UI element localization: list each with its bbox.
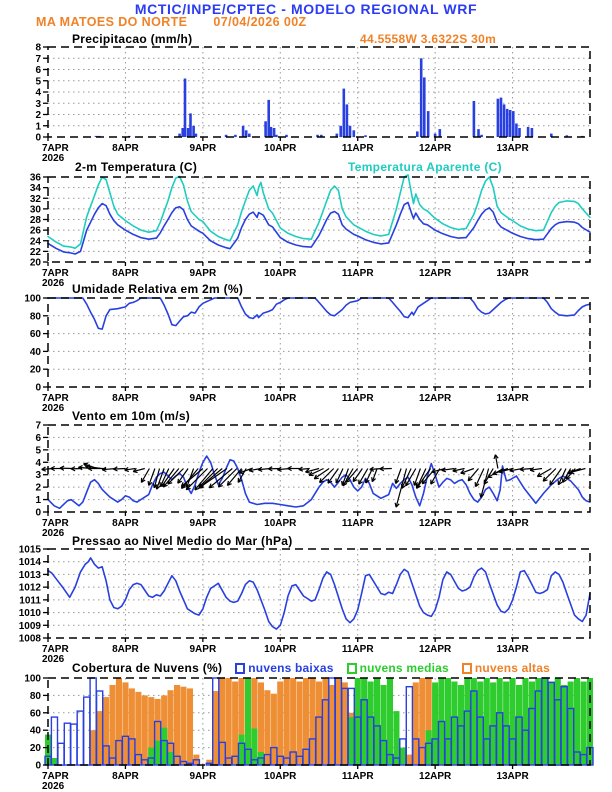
svg-text:13APR: 13APR bbox=[496, 143, 529, 154]
vetores-vento bbox=[342, 481, 343, 485]
vetores-vento bbox=[163, 469, 179, 487]
nuvens-medias bbox=[503, 682, 509, 766]
svg-text:13APR: 13APR bbox=[496, 518, 529, 529]
svg-text:12APR: 12APR bbox=[419, 771, 452, 782]
panel-title-temperature: 2-m Temperatura (C) bbox=[75, 160, 198, 174]
svg-text:2026: 2026 bbox=[42, 153, 65, 164]
nuvens-altas bbox=[419, 678, 425, 765]
vetores-vento bbox=[480, 493, 481, 497]
svg-text:1012: 1012 bbox=[18, 582, 41, 594]
precipitacao bbox=[503, 104, 506, 137]
svg-text:8APR: 8APR bbox=[112, 268, 139, 279]
svg-text:0: 0 bbox=[35, 760, 41, 772]
precipitacao bbox=[242, 126, 245, 137]
nuvens-altas bbox=[316, 682, 322, 766]
nuvens-medias bbox=[245, 678, 251, 765]
svg-text:13APR: 13APR bbox=[496, 771, 529, 782]
svg-text:7APR: 7APR bbox=[42, 644, 69, 655]
nuvens-medias bbox=[368, 682, 374, 766]
nuvens-altas bbox=[206, 760, 212, 765]
precipitacao bbox=[427, 111, 430, 137]
nuvens-baixas bbox=[58, 743, 64, 765]
svg-text:12APR: 12APR bbox=[419, 143, 452, 154]
nuvens-altas bbox=[226, 678, 232, 765]
svg-text:7APR: 7APR bbox=[42, 143, 69, 154]
svg-text:7APR: 7APR bbox=[42, 518, 69, 529]
vetores-vento bbox=[417, 484, 418, 489]
svg-text:1013: 1013 bbox=[18, 569, 41, 581]
svg-text:80: 80 bbox=[29, 311, 41, 323]
precipitacao bbox=[343, 89, 346, 137]
svg-text:24: 24 bbox=[29, 236, 41, 248]
nuvens-baixas bbox=[77, 711, 83, 765]
nuvens-altas bbox=[297, 682, 303, 766]
svg-text:12APR: 12APR bbox=[419, 644, 452, 655]
vetores-vento bbox=[550, 480, 551, 485]
nuvens-altas bbox=[284, 678, 290, 765]
nuvens-medias bbox=[148, 748, 154, 765]
precipitacao bbox=[509, 110, 512, 137]
nuvens-baixas bbox=[406, 687, 412, 765]
precipitacao bbox=[234, 135, 237, 137]
nuvens-altas bbox=[174, 685, 180, 765]
nuvens-medias bbox=[497, 678, 503, 765]
svg-text:8: 8 bbox=[35, 42, 41, 54]
precipitacao bbox=[500, 98, 503, 137]
nuvens-medias bbox=[393, 711, 399, 765]
panel-title-wind: Vento em 10m (m/s) bbox=[72, 409, 191, 423]
nuvens-medias bbox=[568, 682, 574, 766]
nuvens-medias bbox=[168, 752, 174, 765]
svg-text:5: 5 bbox=[35, 445, 41, 457]
nuvens-altas bbox=[116, 678, 122, 765]
precipitacao bbox=[273, 128, 276, 137]
svg-text:11APR: 11APR bbox=[341, 143, 374, 154]
nuvens-medias bbox=[458, 685, 464, 765]
nuvens-altas bbox=[219, 678, 225, 765]
pressao-nivel-mar bbox=[48, 558, 590, 629]
svg-text:1014: 1014 bbox=[18, 557, 41, 569]
nuvens-altas bbox=[264, 690, 270, 765]
svg-text:26: 26 bbox=[29, 225, 41, 237]
panel-title-precipitation: Precipitacao (mm/h) bbox=[72, 32, 193, 46]
nuvens-medias bbox=[374, 678, 380, 765]
wind-chart bbox=[0, 417, 612, 540]
svg-text:1011: 1011 bbox=[19, 595, 41, 607]
nuvens-altas bbox=[97, 711, 103, 765]
svg-text:10APR: 10APR bbox=[264, 771, 297, 782]
nuvens-altas bbox=[329, 685, 335, 765]
temperatura-2m bbox=[48, 203, 590, 255]
nuvens-baixas bbox=[84, 697, 90, 765]
svg-text:7: 7 bbox=[35, 420, 41, 432]
nuvens-altas bbox=[213, 691, 219, 765]
nuvens-medias bbox=[510, 678, 516, 765]
svg-text:11APR: 11APR bbox=[341, 644, 374, 655]
precipitacao bbox=[187, 128, 190, 137]
precipitacao bbox=[339, 126, 342, 137]
svg-text:10APR: 10APR bbox=[264, 268, 297, 279]
svg-text:0: 0 bbox=[35, 382, 41, 394]
nuvens-medias bbox=[155, 741, 161, 765]
svg-text:10APR: 10APR bbox=[264, 143, 297, 154]
nuvens-altas bbox=[310, 678, 316, 765]
panel-title-pressure: Pressao ao Nivel Medio do Mar (hPa) bbox=[72, 534, 293, 548]
svg-text:9APR: 9APR bbox=[189, 268, 217, 279]
svg-text:8APR: 8APR bbox=[112, 393, 139, 404]
precipitacao bbox=[192, 126, 195, 137]
precipitacao bbox=[527, 127, 530, 137]
nuvens-medias bbox=[387, 678, 393, 765]
svg-text:30: 30 bbox=[29, 204, 41, 216]
svg-text:3: 3 bbox=[35, 98, 41, 110]
nuvens-altas bbox=[103, 697, 109, 765]
svg-text:9APR: 9APR bbox=[189, 644, 217, 655]
nuvens-altas bbox=[110, 685, 116, 765]
precipitacao bbox=[518, 128, 521, 137]
nuvens-medias bbox=[51, 758, 57, 765]
vetores-vento bbox=[178, 479, 179, 483]
velocidade-vento bbox=[48, 456, 590, 508]
precipitacao bbox=[512, 111, 515, 137]
report-subtitle bbox=[36, 15, 307, 29]
svg-text:5: 5 bbox=[35, 76, 41, 88]
precipitacao bbox=[248, 134, 251, 137]
svg-text:32: 32 bbox=[29, 193, 41, 205]
precipitacao bbox=[349, 126, 352, 137]
vetores-vento bbox=[328, 479, 329, 483]
svg-text:2026: 2026 bbox=[42, 528, 65, 539]
precipitacao bbox=[416, 131, 419, 137]
nuvens-altas bbox=[271, 694, 277, 765]
nuvens-medias bbox=[432, 682, 438, 765]
svg-text:22: 22 bbox=[29, 246, 41, 258]
svg-text:9APR: 9APR bbox=[189, 393, 217, 404]
svg-text:9APR: 9APR bbox=[189, 143, 217, 154]
svg-text:1010: 1010 bbox=[18, 608, 41, 620]
svg-text:1009: 1009 bbox=[18, 620, 41, 632]
svg-text:8APR: 8APR bbox=[112, 771, 139, 782]
humidity-chart bbox=[0, 290, 612, 415]
nuvens-baixas bbox=[51, 717, 57, 765]
nuvens-medias bbox=[561, 685, 567, 765]
precipitacao bbox=[497, 99, 500, 137]
panel-title-clouds: Cobertura de Nuvens (%) bbox=[72, 661, 223, 675]
svg-text:10APR: 10APR bbox=[264, 393, 297, 404]
svg-text:20: 20 bbox=[29, 257, 41, 269]
vetores-vento bbox=[414, 481, 415, 485]
svg-text:4: 4 bbox=[35, 87, 41, 99]
svg-text:13APR: 13APR bbox=[496, 268, 529, 279]
nuvens-altas bbox=[342, 682, 348, 765]
precipitacao bbox=[270, 127, 273, 137]
svg-text:1008: 1008 bbox=[18, 633, 41, 645]
svg-text:4: 4 bbox=[35, 457, 41, 469]
svg-text:9APR: 9APR bbox=[189, 771, 217, 782]
precipitacao bbox=[189, 113, 192, 137]
nuvens-medias bbox=[529, 682, 535, 766]
svg-text:100: 100 bbox=[24, 673, 41, 685]
precipitacao bbox=[264, 121, 267, 137]
svg-text:80: 80 bbox=[29, 690, 41, 702]
svg-text:12APR: 12APR bbox=[419, 518, 452, 529]
svg-text:20: 20 bbox=[29, 364, 41, 376]
nuvens-altas bbox=[406, 755, 412, 765]
svg-text:2: 2 bbox=[35, 110, 41, 121]
vetores-vento bbox=[395, 503, 396, 507]
nuvens-altas bbox=[413, 682, 419, 765]
precipitacao bbox=[267, 100, 270, 137]
legend-label: nuvens altas bbox=[474, 661, 550, 675]
svg-text:11APR: 11APR bbox=[341, 771, 374, 782]
svg-text:7APR: 7APR bbox=[42, 268, 69, 279]
svg-text:2026: 2026 bbox=[42, 278, 65, 289]
nuvens-medias bbox=[445, 678, 451, 765]
nuvens-medias bbox=[484, 678, 490, 765]
nuvens-medias bbox=[161, 728, 167, 765]
precipitacao bbox=[245, 130, 248, 137]
svg-text:12APR: 12APR bbox=[419, 268, 452, 279]
svg-text:34: 34 bbox=[29, 183, 41, 195]
svg-text:11APR: 11APR bbox=[341, 268, 374, 279]
svg-text:11APR: 11APR bbox=[341, 393, 374, 404]
nuvens-medias bbox=[516, 685, 522, 765]
precipitacao bbox=[506, 109, 509, 137]
nuvens-medias bbox=[542, 678, 548, 765]
vetores-vento bbox=[178, 469, 188, 484]
precipitacao bbox=[275, 135, 278, 137]
nuvens-altas bbox=[303, 678, 309, 765]
vetores-vento bbox=[84, 463, 89, 464]
nuvens-medias bbox=[490, 682, 496, 765]
nuvens-medias bbox=[548, 682, 554, 766]
precipitacao bbox=[184, 79, 187, 138]
svg-text:40: 40 bbox=[29, 725, 41, 737]
svg-text:1: 1 bbox=[35, 121, 41, 133]
station-name: MA MATOES DO NORTE bbox=[36, 15, 188, 29]
nuvens-altas bbox=[180, 687, 186, 765]
svg-text:13APR: 13APR bbox=[496, 393, 529, 404]
svg-text:2026: 2026 bbox=[42, 654, 65, 665]
precipitacao bbox=[346, 104, 349, 137]
nuvens-medias bbox=[464, 678, 470, 765]
precipitacao bbox=[420, 58, 423, 137]
temperatura-aparente bbox=[48, 175, 590, 248]
apparent-temperature-label: Temperatura Aparente (C) bbox=[348, 160, 502, 174]
vetores-vento bbox=[141, 469, 149, 483]
svg-text:28: 28 bbox=[29, 215, 41, 226]
svg-text:1: 1 bbox=[35, 495, 41, 507]
vetores-vento bbox=[162, 482, 163, 486]
nuvens-medias bbox=[555, 678, 561, 765]
nuvens-baixas bbox=[64, 723, 70, 765]
vetores-vento bbox=[372, 477, 373, 482]
nuvens-altas bbox=[232, 682, 238, 766]
svg-text:11APR: 11APR bbox=[341, 518, 374, 529]
nuvens-medias bbox=[355, 678, 361, 765]
svg-text:9APR: 9APR bbox=[189, 518, 217, 529]
precipitacao bbox=[423, 77, 426, 137]
svg-text:6: 6 bbox=[35, 432, 41, 444]
pressure-chart bbox=[0, 541, 612, 666]
vetores-vento bbox=[156, 485, 157, 490]
svg-text:6: 6 bbox=[35, 65, 41, 76]
nuvens-medias bbox=[400, 748, 406, 765]
svg-text:36: 36 bbox=[29, 172, 41, 184]
svg-text:13APR: 13APR bbox=[496, 644, 529, 655]
nuvens-medias bbox=[522, 678, 528, 765]
svg-text:10APR: 10APR bbox=[264, 644, 297, 655]
temperature-chart bbox=[0, 169, 612, 290]
nuvens-altas bbox=[277, 682, 283, 766]
svg-text:0: 0 bbox=[35, 507, 41, 519]
svg-text:10APR: 10APR bbox=[264, 518, 297, 529]
nuvens-altas bbox=[335, 678, 341, 765]
svg-text:12APR: 12APR bbox=[419, 393, 452, 404]
nuvens-medias bbox=[348, 717, 354, 765]
nuvens-altas bbox=[129, 688, 135, 765]
precipitacao bbox=[531, 128, 534, 137]
precipitacao bbox=[364, 135, 367, 137]
nuvens-medias bbox=[239, 735, 245, 765]
svg-text:1015: 1015 bbox=[18, 544, 41, 556]
precipitacao bbox=[353, 130, 356, 137]
umidade-relativa bbox=[48, 298, 590, 329]
nuvens-altas bbox=[90, 730, 96, 765]
svg-text:100: 100 bbox=[24, 293, 41, 305]
vetores-vento bbox=[395, 479, 396, 483]
precipitacao bbox=[477, 129, 480, 137]
svg-text:2026: 2026 bbox=[42, 781, 65, 792]
report-title: MCTIC/INPE/CPTEC - MODELO REGIONAL WRF bbox=[134, 1, 478, 17]
panel-title-humidity: Umidade Relativa em 2m (%) bbox=[72, 282, 244, 296]
run-datetime: 07/04/2026 00Z bbox=[213, 15, 307, 29]
svg-text:2026: 2026 bbox=[42, 403, 65, 414]
legend-label: nuvens baixas bbox=[248, 661, 334, 675]
precipitacao bbox=[181, 128, 184, 137]
svg-text:60: 60 bbox=[29, 708, 41, 720]
svg-text:20: 20 bbox=[29, 743, 41, 755]
precipitation-chart bbox=[0, 39, 612, 165]
nuvens-medias bbox=[361, 678, 367, 765]
station-coordinates: 44.5558W 3.6322S 30m bbox=[360, 32, 497, 46]
vetores-vento bbox=[353, 477, 354, 482]
svg-text:60: 60 bbox=[29, 329, 41, 341]
clouds-chart bbox=[0, 670, 612, 792]
svg-text:8APR: 8APR bbox=[112, 143, 139, 154]
svg-text:7APR: 7APR bbox=[42, 393, 69, 404]
vetores-vento bbox=[148, 481, 149, 485]
svg-text:8APR: 8APR bbox=[112, 644, 139, 655]
nuvens-medias bbox=[426, 730, 432, 765]
precipitacao bbox=[515, 124, 518, 138]
nuvens-medias bbox=[581, 682, 587, 766]
nuvens-medias bbox=[477, 682, 483, 766]
nuvens-altas bbox=[122, 682, 128, 765]
nuvens-medias bbox=[451, 682, 457, 766]
svg-text:3: 3 bbox=[35, 470, 41, 482]
nuvens-medias bbox=[381, 685, 387, 765]
svg-text:7APR: 7APR bbox=[42, 771, 69, 782]
precipitacao bbox=[439, 129, 442, 137]
svg-text:7: 7 bbox=[35, 53, 41, 65]
svg-text:8APR: 8APR bbox=[112, 518, 139, 529]
nuvens-altas bbox=[187, 688, 193, 765]
precipitacao bbox=[473, 101, 476, 137]
nuvens-altas bbox=[322, 678, 328, 765]
svg-text:40: 40 bbox=[29, 346, 41, 358]
nuvens-altas bbox=[142, 695, 148, 765]
legend-label: nuvens medias bbox=[359, 661, 449, 675]
svg-text:2: 2 bbox=[35, 482, 41, 494]
svg-text:0: 0 bbox=[35, 132, 41, 144]
